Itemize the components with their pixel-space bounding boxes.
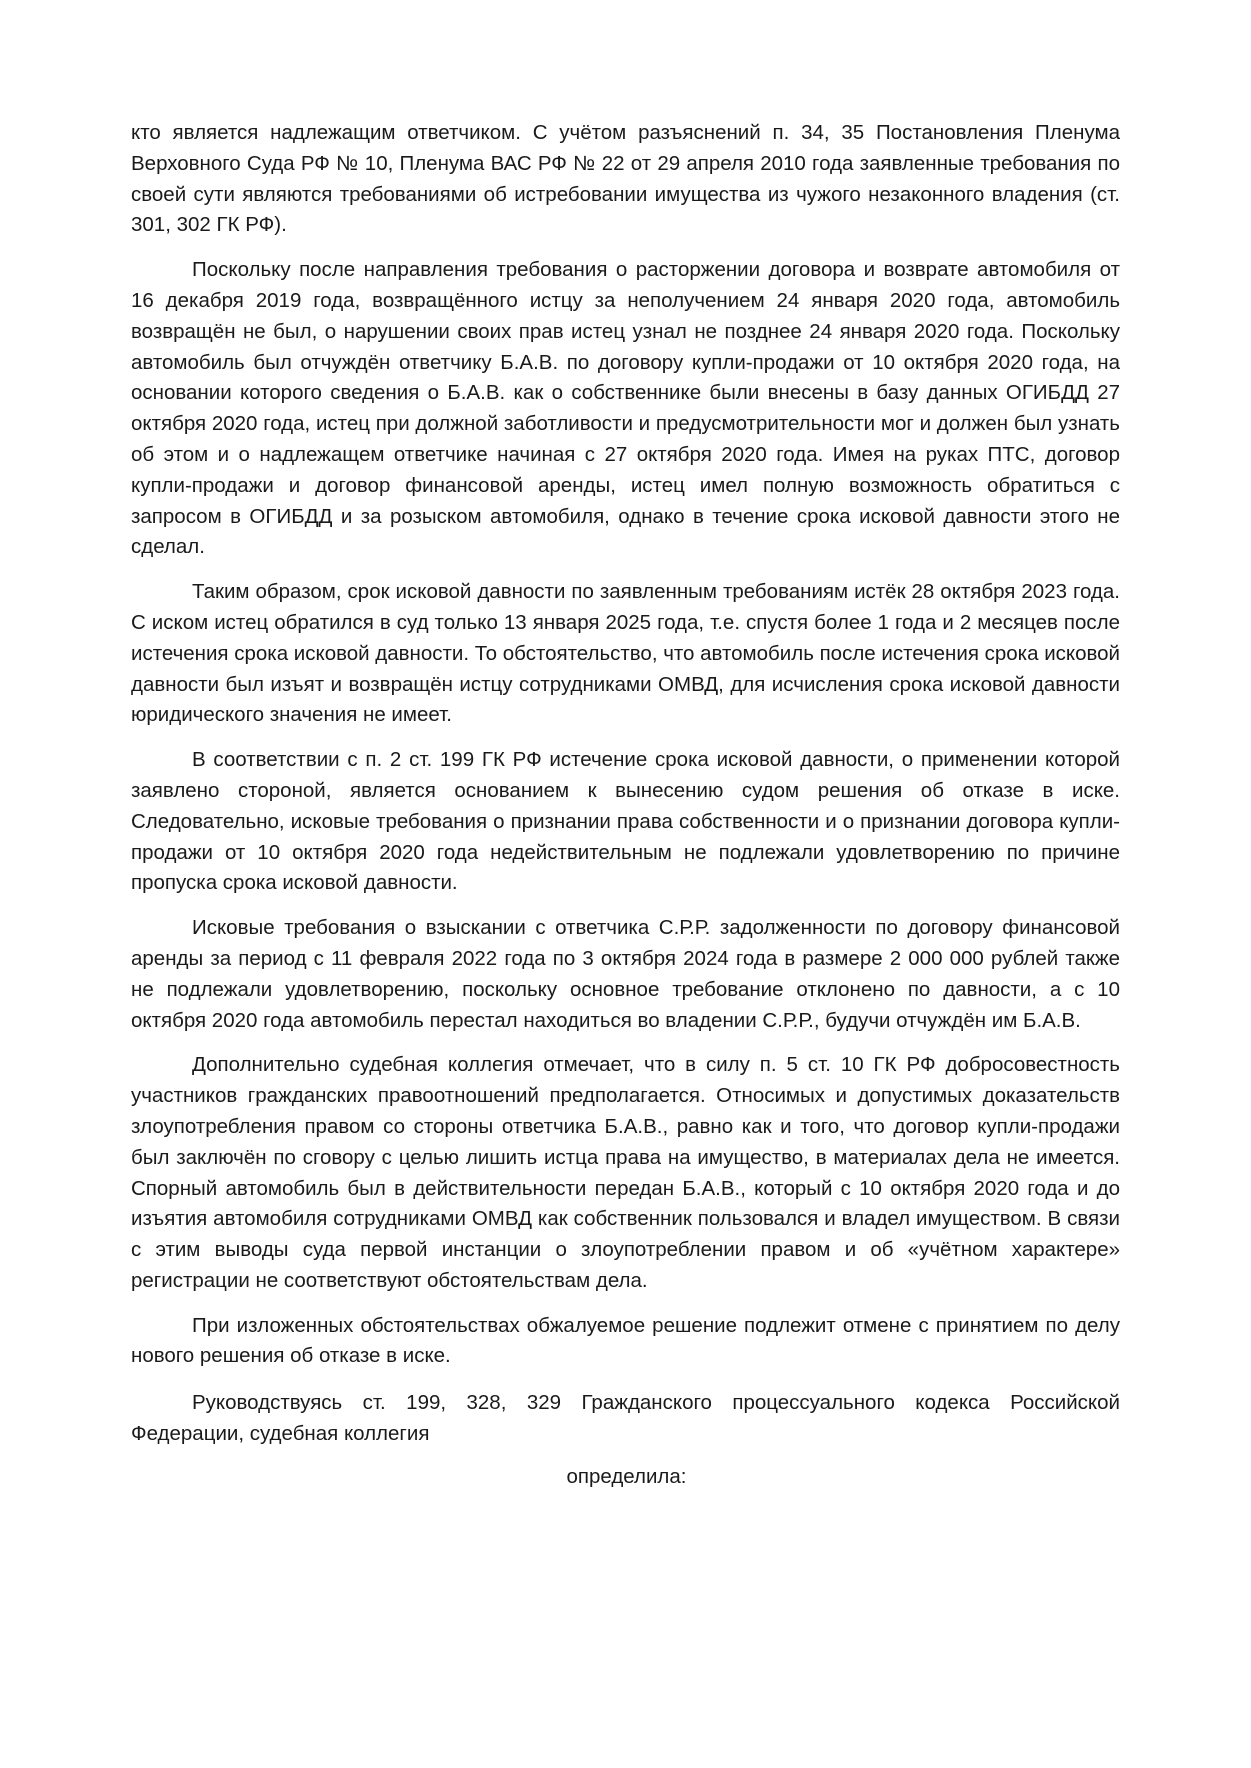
paragraph-limitation-start: Поскольку после направления требования о расторжении договора и возврате автомобиля от 16 декабря 2019 года, возвращённого истцу за неполучением 24 января 2020 года, автомобиль возвращён не был, о нарушении своих прав истец узнал не позднее 24 января 2020 года. Поскольку автомобиль был отчуждён ответчику Б.А.В. по договору купли-продажи от 10 октября 2020 года, на основании которого сведения о Б.А.В. как о собственнике были внесены в базу данных ОГИБДД 27 октября 2020 года, истец при должной заботливости и предусмотрительности мог и должен был узнать об этом и о надлежащем ответчике начиная с 27 октября 2020 года. Имея на руках ПТС, договор купли-продажи и договор финансовой аренды, истец имел полную возможность обратиться с запросом в ОГИБДД и за розыском автомобиля, однако в течение срока исковой давности этого не сделал.: [131, 258, 1120, 559]
paragraph-debt-claims: Исковые требования о взыскании с ответчика С.Р.Р. задолженности по договору финансовой аренды за период с 11 февраля 2022 года по 3 октября 2024 года в размере 2 000 000 рублей также не подлежали удовлетворению, поскольку основное требование отклонено по давности, а с 10 октября 2020 года автомобиль перестал находиться во владении С.Р.Р., будучи отчуждён им Б.А.В.: [131, 916, 1120, 1032]
paragraph-legal-grounds: Руководствуясь ст. 199, 328, 329 Гражданского процессуального кодекса Российской Федерации, судебная коллегия: [131, 1391, 1120, 1446]
paragraph-refusal-basis: В соответствии с п. 2 ст. 199 ГК РФ истечение срока исковой давности, о применении которой заявлено стороной, является основанием к вынесению судом решения об отказе в иске. Следовательно, исковые требования о признании права собственности и о признании договора купли-продажи от 10 октября 2020 года недействительным не подлежали удовлетворению по причине пропуска срока исковой давности.: [131, 748, 1120, 895]
document-body: [131, 118, 1120, 1493]
paragraph-decision-reversal: При изложенных обстоятельствах обжалуемое решение подлежит отмене с принятием по делу нового решения об отказе в иске.: [131, 1313, 1120, 1368]
resolution-heading: определила:: [566, 1464, 687, 1488]
paragraph-claims-qualification: кто является надлежащим ответчиком. С учётом разъяснений п. 34, 35 Постановления Пленума Верховного Суда РФ № 10, Пленума ВАС РФ № 22 от 29 апреля 2010 года заявленные требования по своей сути являются требованиями об истребовании имущества из чужого незаконного владения (ст. 301, 302 ГК РФ).: [131, 121, 1120, 237]
paragraph-limitation-expiry: Таким образом, срок исковой давности по заявленным требованиям истёк 28 октября 2023 года. С иском истец обратился в суд только 13 января 2025 года, т.е. спустя более 1 года и 2 месяцев после истечения срока исковой давности. То обстоятельство, что автомобиль после истечения срока исковой давности был изъят и возвращён истцу сотрудниками ОМВД, для исчисления срока исковой давности юридического значения не имеет.: [131, 580, 1121, 727]
paragraph-good-faith: Дополнительно судебная коллегия отмечает, что в силу п. 5 ст. 10 ГК РФ добросовестность участников гражданских правоотношений предполагается. Относимых и допустимых доказательств злоупотребления правом со стороны ответчика Б.А.В., равно как и того, что договор купли-продажи был заключён по сговору с целью лишить истца права на имущество, в материалах дела не имеется. Спорный автомобиль был в действительности передан Б.А.В., который с 10 октября 2020 года и до изъятия автомобиля сотрудниками ОМВД как собственник пользовался и владел имуществом. В связи с этим выводы суда первой инстанции о злоупотреблении правом и об «учётном характере» регистрации не соответствуют обстоятельствам дела.: [131, 1053, 1120, 1292]
